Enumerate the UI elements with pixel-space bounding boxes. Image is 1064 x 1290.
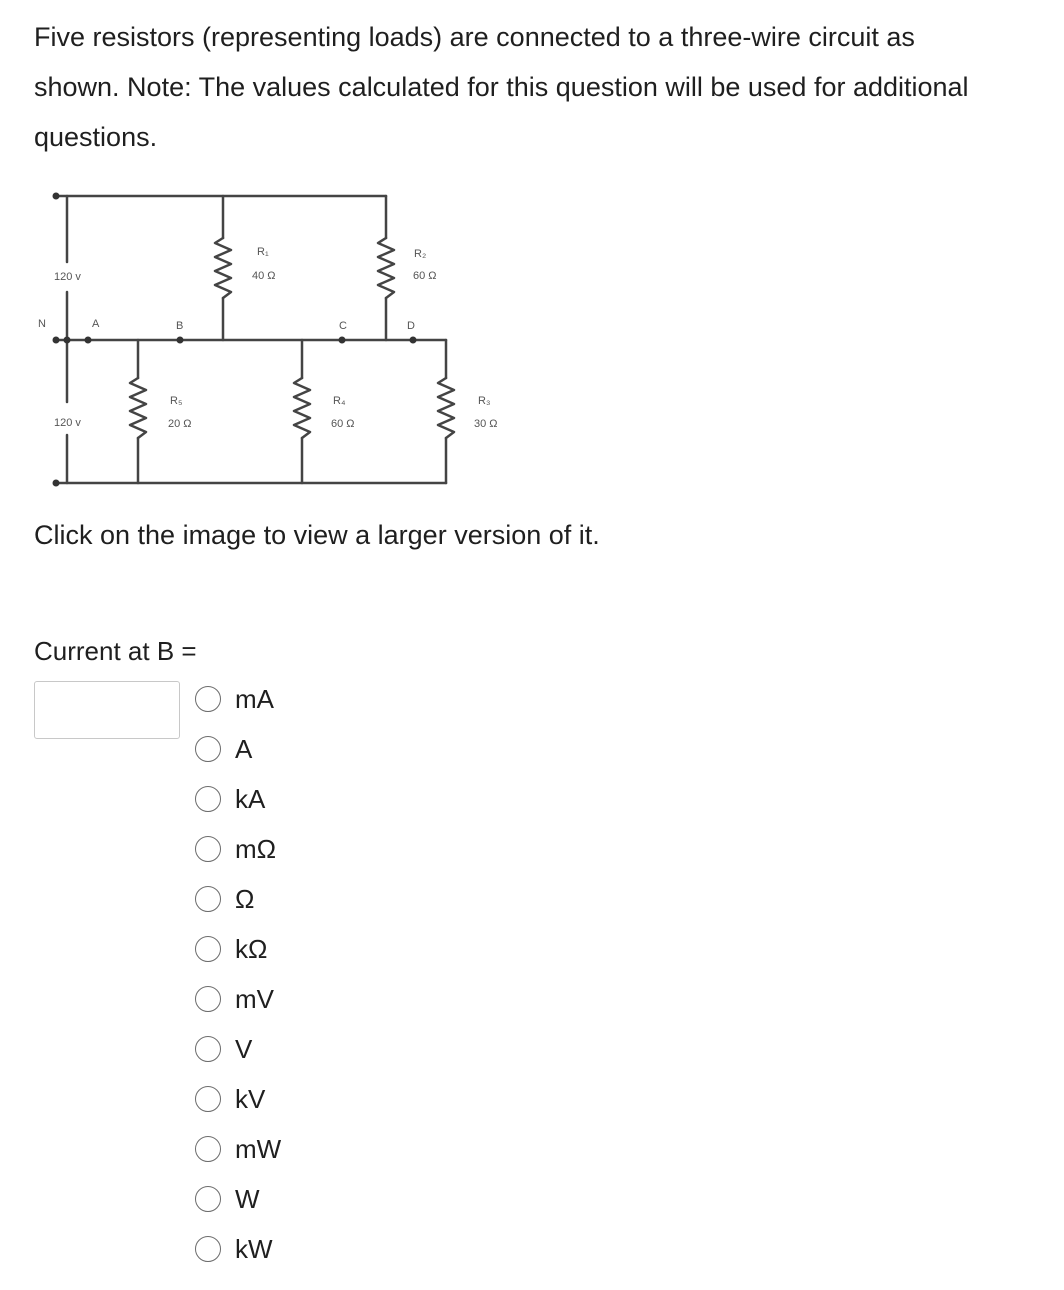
unit-option-ma[interactable] xyxy=(195,674,281,724)
unit-label: kW xyxy=(235,1233,273,1264)
radio-icon[interactable] xyxy=(195,686,221,712)
radio-icon[interactable] xyxy=(195,886,221,912)
r4-name: R₄ xyxy=(333,395,346,407)
unit-label: mΩ xyxy=(235,833,277,864)
unit-option-a[interactable] xyxy=(195,724,281,774)
r1-name: R₁ xyxy=(257,246,269,258)
bottom-source-voltage: 120 v xyxy=(54,417,81,429)
radio-icon[interactable] xyxy=(195,1086,221,1112)
unit-option-mw[interactable] xyxy=(195,1124,281,1174)
radio-icon[interactable] xyxy=(195,836,221,862)
r3-name: R₃ xyxy=(478,395,491,407)
unit-option-kohm[interactable] xyxy=(195,924,281,974)
node-c-label: C xyxy=(339,320,347,332)
radio-icon[interactable] xyxy=(195,986,221,1012)
r1-value: 40 Ω xyxy=(252,270,276,282)
circuit-diagram[interactable] xyxy=(30,180,500,500)
unit-label: W xyxy=(235,1183,260,1214)
r3-value: 30 Ω xyxy=(474,418,498,430)
unit-option-ohm[interactable] xyxy=(195,874,281,924)
unit-option-w[interactable] xyxy=(195,1174,281,1224)
answer-input[interactable] xyxy=(34,681,180,739)
unit-option-kv[interactable] xyxy=(195,1074,281,1124)
unit-label: mV xyxy=(235,983,274,1014)
unit-label: mA xyxy=(235,683,274,714)
unit-label: kV xyxy=(235,1083,266,1114)
radio-icon[interactable] xyxy=(195,936,221,962)
radio-icon[interactable] xyxy=(195,736,221,762)
enlarge-image-hint: Click on the image to view a larger version of it. xyxy=(34,520,600,550)
unit-option-mv[interactable] xyxy=(195,974,281,1024)
question-text: Five resistors (representing loads) are connected to a three-wire circuit as shown. Note: The values calculated for this question will be used for additional questions. xyxy=(34,22,969,152)
node-n-label: N xyxy=(38,318,46,330)
radio-icon[interactable] xyxy=(195,786,221,812)
unit-label: kA xyxy=(235,783,266,814)
radio-icon[interactable] xyxy=(195,1036,221,1062)
unit-label: Ω xyxy=(235,883,255,914)
unit-label: V xyxy=(235,1033,253,1064)
radio-icon[interactable] xyxy=(195,1136,221,1162)
r2-value: 60 Ω xyxy=(413,270,437,282)
r4-value: 60 Ω xyxy=(331,418,355,430)
unit-option-kw[interactable] xyxy=(195,1224,281,1274)
unit-label: kΩ xyxy=(235,933,268,964)
unit-options xyxy=(195,674,281,1274)
radio-icon[interactable] xyxy=(195,1236,221,1262)
top-source-voltage: 120 v xyxy=(54,271,81,283)
unit-option-mohm[interactable] xyxy=(195,824,281,874)
r5-value: 20 Ω xyxy=(168,418,192,430)
unit-option-ka[interactable] xyxy=(195,774,281,824)
node-b-label: B xyxy=(176,320,184,332)
node-a-label: A xyxy=(92,318,100,330)
answer-prompt: Current at B = xyxy=(34,636,197,666)
unit-label: A xyxy=(235,733,253,764)
unit-option-v[interactable] xyxy=(195,1024,281,1074)
radio-icon[interactable] xyxy=(195,1186,221,1212)
r5-name: R₅ xyxy=(170,395,183,407)
node-d-label: D xyxy=(407,320,415,332)
unit-label: mW xyxy=(235,1133,282,1164)
r2-name: R₂ xyxy=(414,248,427,260)
